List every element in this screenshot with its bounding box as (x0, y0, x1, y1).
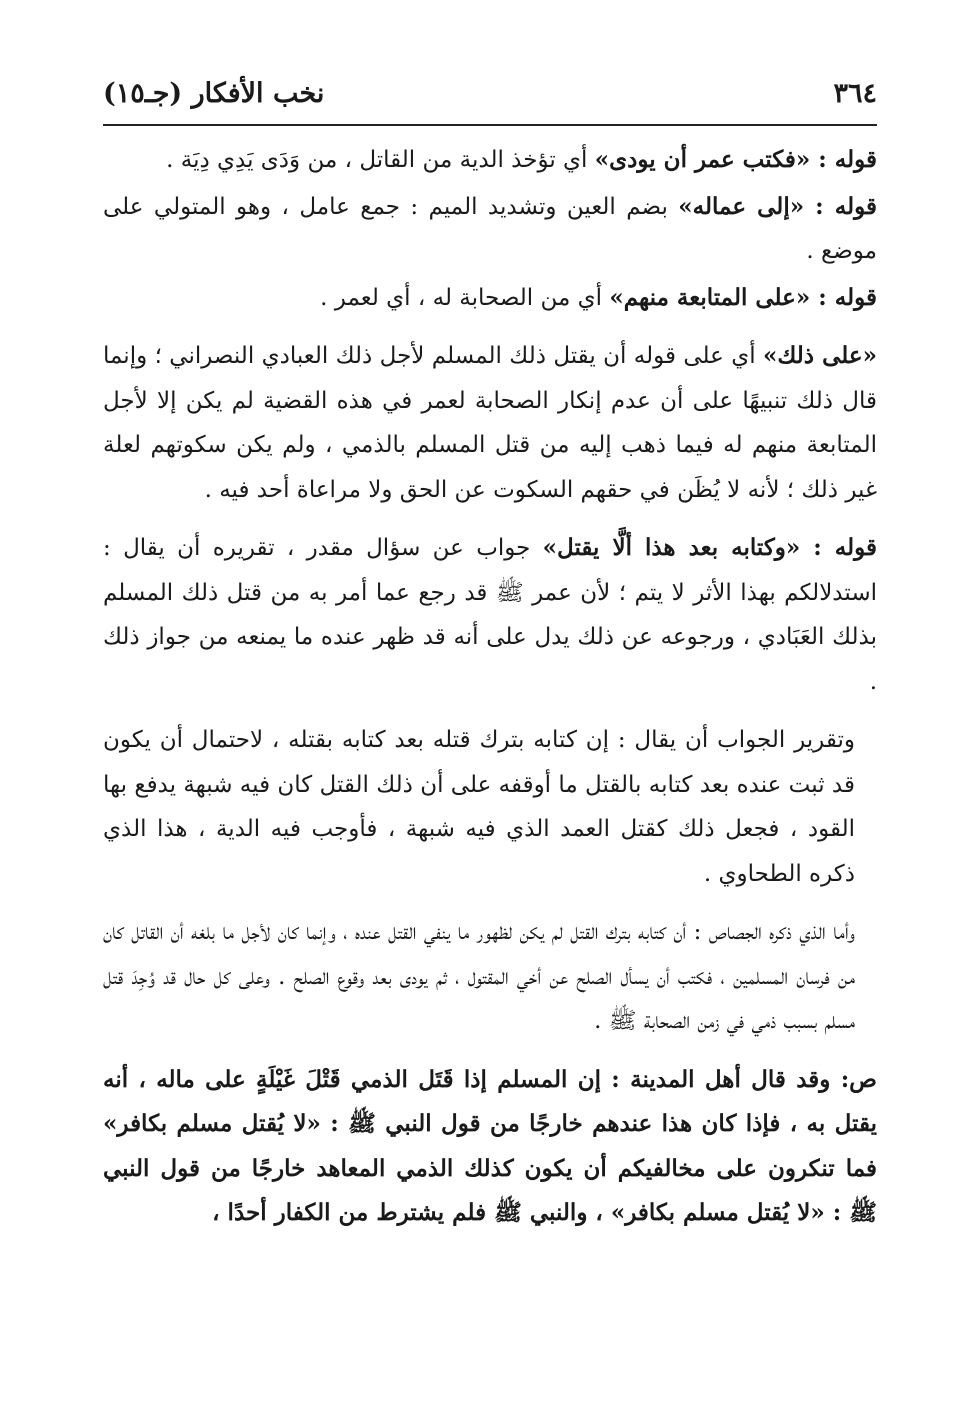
source-text: ص: وقد قال أهل المدينة : إن المسلم إذا قَتَل الذمي قَتْلَ غَيْلَةٍ على ماله ، أنه يقتل به ، فإذا كان هذا عندهم خارجًا من قول النبي ﷺ : «لا يُقتل مسلم بكافر» فما تنكرون على مخالفيكم أن يكون كذلك الذمي المعاهد خارجًا من قول النبي ﷺ : «لا يُقتل مسلم بكافر» ، والنبي ﷺ فلم يشترط من الكفار أحدًا ، (103, 1065, 877, 1226)
quoted-phrase: قوله : «إلى عماله» (678, 192, 877, 220)
quoted-phrase: قوله : «على المتابعة منهم» (609, 283, 877, 311)
paragraph (103, 910, 877, 1044)
page-header (103, 70, 877, 116)
page-body (103, 138, 877, 1250)
quoted-phrase: قوله : «فكتب عمر أن يودى» (594, 146, 877, 173)
paragraph (103, 526, 877, 704)
header-rule (103, 124, 877, 126)
explanation: أي من الصحابة له ، أي لعمر . (320, 284, 610, 311)
explanation: أي على قوله أن يقتل ذلك المسلم لأجل ذلك العبادي النصراني ؛ وإنما قال ذلك تنبيهًا على أن عدم إنكار الصحابة لعمر في هذه القضية لم يكن إلا لأجل المتابعة منهم له فيما ذهب إليه من قتل المسلم بالذمي ، ولم يكن سكوتهم لعلة غير ذلك ؛ لأنه لا يُظَن في حقهم السكوت عن الحق ولا مراعاة أحد فيه . (103, 343, 877, 503)
page-number: ٣٦٤ (833, 77, 877, 109)
paragraph (103, 138, 877, 183)
explanation: وتقرير الجواب أن يقال : إن كتابه بترك قتله بعد كتابه بقتله ، لاحتمال أن يكون قد ثبت عنده بعد كتابه بالقتل ما أوقفه على أن ذلك القتل كان فيه شبهة يدفع بها القود ، فجعل ذلك كقتل العمد الذي فيه شبهة ، فأوجب فيه الدية ، هذا الذي ذكره الطحاوي . (103, 727, 855, 887)
explanation: بضم العين وتشديد الميم : جمع عامل ، وهو المتولي على موضع . (103, 193, 877, 264)
paragraph (103, 276, 877, 321)
book-title: نخب الأفكار (جـ١٥) (103, 77, 325, 109)
explanation: وأما الذي ذكره الجصاص : أن كتابه بترك القتل لم يكن لظهور ما ينفي القتل عنده ، وإنما كان لأجل ما بلغه أن القاتل كان من فرسان المسلمين ، فكتب أن يسأل الصلح عن أخي المقتول ، ثم يودى بعد وقوع الصلح . وعلى كل حال قد وُجِدَ قتل مسلم بسبب ذمي في زمن الصحابة ﷺ . (103, 919, 855, 1034)
paragraph (103, 1058, 877, 1236)
paragraph (103, 334, 877, 512)
paragraph (103, 185, 877, 274)
explanation: جواب عن سؤال مقدر ، تقريره أن يقال : استدلالكم بهذا الأثر لا يتم ؛ لأن عمر ﷺ قد رجع عما أمر به من قتل ذلك المسلم بذلك العَبَادي ، ورجوعه عن ذلك يدل على أنه قد ظهر عنده ما يمنعه من جواز ذلك . (103, 535, 877, 695)
quoted-phrase: «على ذلك» (763, 342, 877, 369)
quoted-phrase: قوله : «وكتابه بعد هذا ألَّا يقتل» (542, 534, 877, 561)
paragraph (103, 718, 877, 896)
explanation: أي تؤخذ الدية من القاتل ، من وَدَى يَدِي دِيَة . (166, 147, 595, 173)
